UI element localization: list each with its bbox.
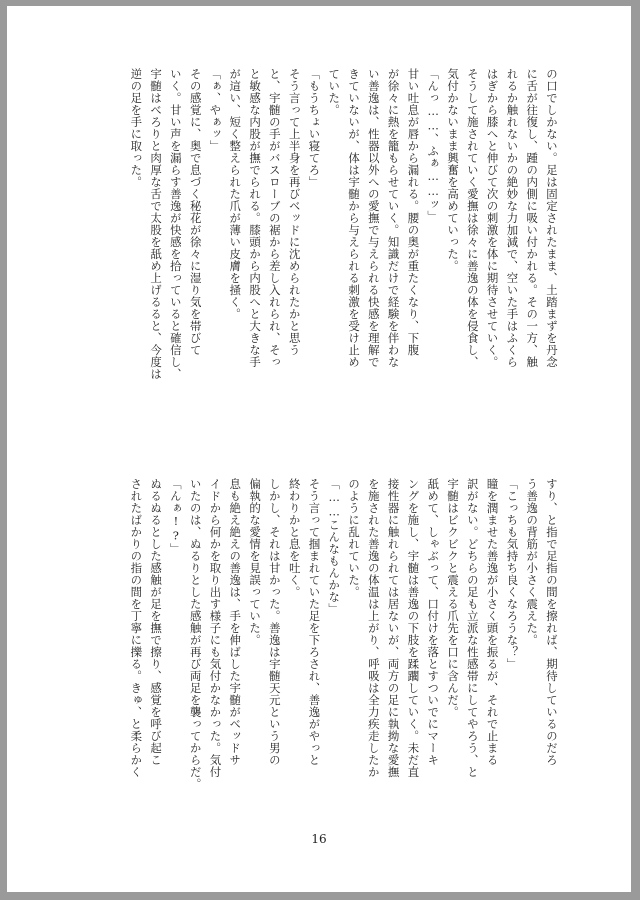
text-line: に舌が往復し、踵の内側に吸い付かれる。その一方、触 <box>525 68 540 368</box>
text-line: 宇髄はビクビクと震える爪先を口に含んだ。 <box>446 478 461 718</box>
text-line: すり、と指で足指の間を擦れば、期待しているのだろ <box>545 478 559 766</box>
text-line: 終わりかと息を吐く。 <box>287 478 302 598</box>
text-line: きていないが、体は宇髄から与えられる刺激を受け止め <box>347 68 362 368</box>
text-line: 逆の足を手に取った。 <box>129 68 144 188</box>
text-line: が徐々に熱を籠もらせていく。知識だけで経験を伴わな <box>386 68 401 368</box>
text-block-lower <box>125 478 561 810</box>
text-line: 「もうちょい寝てろ」 <box>307 68 322 188</box>
text-line: 宇髄はべろりと肉厚な舌で太股を舐め上げるると、今度は <box>149 68 164 380</box>
text-line: 偏執的な愛情を見誤っていた。 <box>248 478 263 646</box>
text-line: のように乱れていた。 <box>347 478 362 598</box>
text-line: い善逸は、性器以外への愛撫で与えられる快感を理解で <box>366 68 381 368</box>
text-line: と、宇髄の手がバスローブの裾から差し入れられ、そっ <box>267 68 282 368</box>
text-line: そうして施されていく愛撫は徐々に善逸の体を侵食し、 <box>465 68 480 368</box>
text-line: そう言って掴まれていた足を下ろされ、善逸がやっと <box>307 478 322 766</box>
text-line: 接性器に触れられては居ないが、両方の足に執拗な愛撫 <box>386 478 401 778</box>
text-line: を施された善逸の体温は上がり、呼吸は全力疾走したか <box>366 478 381 778</box>
text-line: ていた。 <box>327 68 342 116</box>
text-line: の口でしかない。足は固定されたまま、土踏まずを丹念 <box>545 68 559 368</box>
text-line: れるか触れないかの絶妙な力加減で、空いた手はふくら <box>505 68 520 368</box>
text-line: ぬるぬるとした感触が足を撫で擦り、感覚を呼び起こ <box>149 478 164 766</box>
text-line: いたのは、ぬるりとした感触が再び両足を襲ってからだ。 <box>188 478 203 790</box>
text-line: 訳がない。どちらの足も立派な性感帯にしてやろう、と <box>465 478 480 778</box>
text-line: 「んっ……、ふぁ……ッ」 <box>426 68 441 223</box>
text-line: と敏感な内股が撫でられる。膝頭から内股へと大きな手 <box>248 68 263 368</box>
text-line: されたばかりの指の間を丁寧に擽る。きゅ、と柔らかく <box>129 478 144 778</box>
text-line: 「……こんなもんかな」 <box>327 478 342 616</box>
text-line: 瞳を潤ませた善逸が小さく頭を振るが、それで止まる <box>485 478 500 766</box>
text-line: イドから何かを取り出す様子にも気付かなかった。気付 <box>208 478 223 778</box>
book-page <box>7 6 631 892</box>
text-line: 「んぁ!?」 <box>168 478 183 556</box>
text-line: 「ぁ、やぁッ」 <box>208 68 223 152</box>
text-line: 息も絶え絶えの善逸は、手を伸ばした宇髄がベッドサ <box>228 478 243 766</box>
text-line: 甘い吐息が唇から漏れる。腰の奥が重たくなり、下腹 <box>406 68 421 356</box>
text-line: う善逸の背筋が小さく震えた。 <box>525 478 540 646</box>
text-line: はぎから膝へと伸びて次の刺激を体に期待させていく。 <box>485 68 500 368</box>
text-block-upper <box>125 68 561 460</box>
text-line: そう言って上半身を再びベッドに沈められたかと思う <box>287 68 302 356</box>
text-line: 気付かないまま興奮を高めていった。 <box>446 68 461 272</box>
text-line: いく。甘い声を漏らす善逸が快感を拾っていると確信し、 <box>168 68 183 380</box>
text-line: が這い、短く整えられた爪が薄い皮膚を掻く。 <box>228 68 243 320</box>
text-line: 舐めて、しゃぶって、口付けを落とすついでにマーキ <box>426 478 441 766</box>
text-line: しかし、それは甘かった。善逸は宇髄天元という男の <box>267 478 282 766</box>
text-line: その感覚に、奥で息づく秘花が徐々に湿り気を帯びて <box>188 68 203 356</box>
text-line: 「こっちも気持ち良くなろうな？」 <box>505 478 520 670</box>
text-line: ングを施し、宇髄は善逸の下肢を蹂躙していく。未だ直 <box>406 478 421 778</box>
page-number: 16 <box>311 832 327 846</box>
